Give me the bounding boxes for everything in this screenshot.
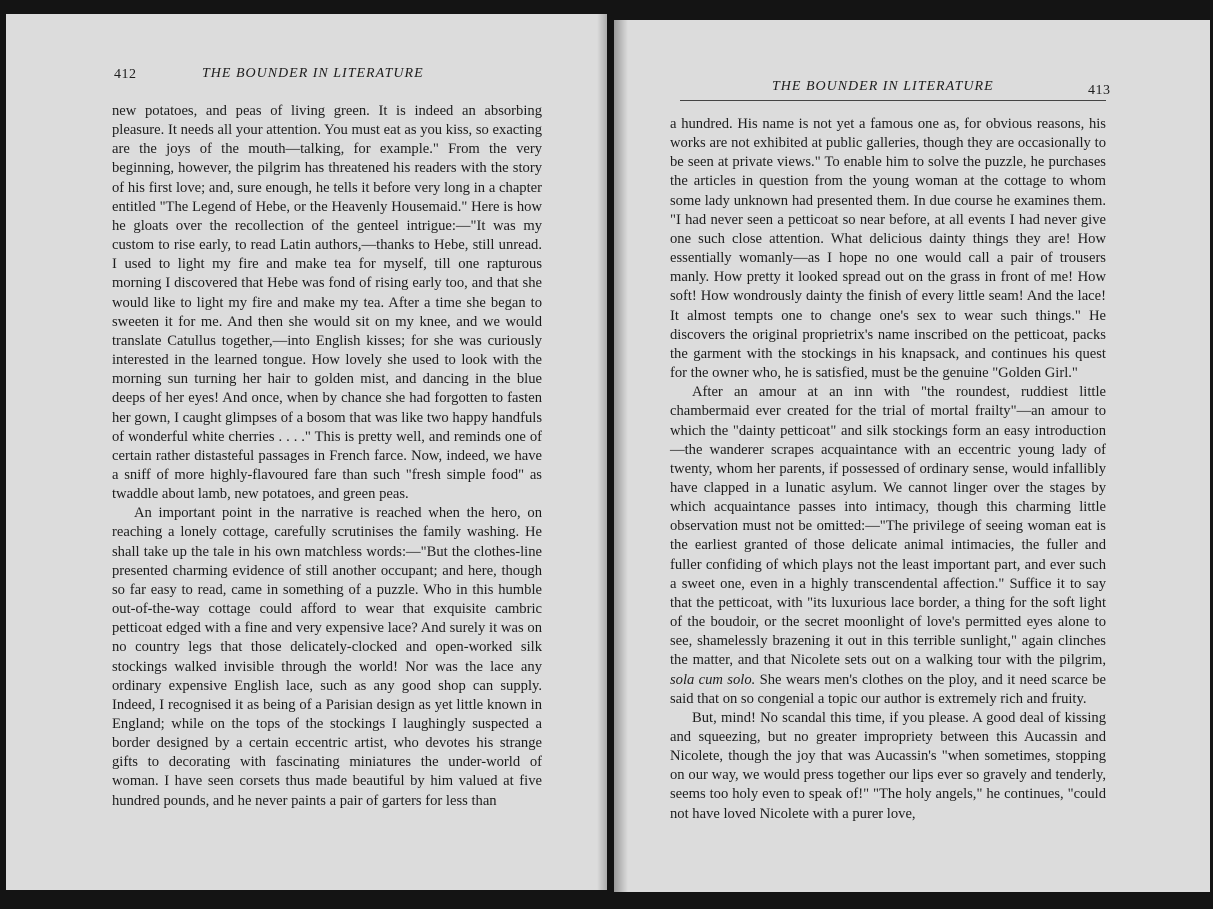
running-title: THE BOUNDER IN LITERATURE — [772, 79, 994, 94]
paragraph: new potatoes, and peas of living green. It is indeed an absorbing pleasure. It needs all your attention. You must eat as you kiss, so exacting are the joys of the mouth—talking, for example." From the very beginning, however, the pilgrim has threatened his readers with the story of his first love; and, sure enough, he tells it before very long in a chapter entitled "The Legend of Hebe, or the Heavenly Housemaid." Here is how he gloats over the recollection of the genteel intrigue:—"It was my custom to rise early, to read Latin authors,—thanks to Hebe, still unread. I used to light my fire and make tea for myself, till one rapturous morning I discovered that Hebe was fond of rising early too, and that she would like to light my fire and make my tea. After a time she began to sweeten it for me. And then she would sit on my knee, and we would translate Catullus together,—into English kisses; for she was curiously interested in the learned tongue. How lovely she used to look with the morning sun turning her hair to golden mist, and dancing in the blue deeps of her eyes! And once, when by chance she had forgotten to fasten her gown, I caught glimpses of a bosom that was like two happy handfuls of wonderful white cherries . . . ." This is pretty well, and reminds one of certain rather distasteful passages in French farce. Now, indeed, we have a sniff of more highly-flavoured fare than such "fresh simple food" as twaddle about lamb, new potatoes, and green peas. — [112, 103, 542, 503]
paragraph: a hundred. His name is not yet a famous one as, for obvious reasons, his works are not exhibited at public galleries, though they are occasionally to be seen at private views." To enable him to solve the puzzle, he purchases the articles in question from the young woman at the cottage to whom some lady unknown had presented them. In due course he examines them. "I had never seen a petticoat so near before, at all events I had never give one such close attention. What delicious dainty things they are! How essentially womanly—as I hope no one would call a pair of trousers manly. How pretty it looked spread out on the grass in front of me! How soft! How wondrously dainty the finish of every little seam! And the lace! It almost tempts one to change one's sex to wear such things." He discovers the original proprietrix's name inscribed on the petticoat, packs the garment with the stockings in his knapsack, and continues his quest for the owner who, he is satisfied, must be the genuine "Golden Girl." — [670, 116, 1106, 382]
paragraph-text: She wears men's clothes on the ploy, and it need scarce be said that on so congenial a topic our author is extremely rich and fruity. — [670, 671, 1106, 707]
paragraph: But, mind! No scandal this time, if you please. A good deal of kissing and squeezing, but no greater impropriety between this Aucassin and Nicolete, though the joy that was Aucassin's "when sometimes, stopping on our way, we would press together our lips ever so gravely and tenderly, seems too holy even to speak of!" "The holy angels," he continues, "could not have loved Nicolete with a purer love, — [670, 709, 1106, 822]
left-body-text — [112, 102, 542, 811]
header-rule — [680, 100, 1106, 101]
running-title: THE BOUNDER IN LITERATURE — [202, 66, 424, 81]
gutter-shadow — [597, 14, 607, 890]
gutter-shadow — [614, 20, 628, 892]
right-body-text — [670, 115, 1106, 824]
right-page — [614, 20, 1210, 892]
paragraph-text: After an amour at an inn with "the roundest, ruddiest little chambermaid ever created for the trial of mortal frailty"—an amour to which the "dainty petticoat" and silk stockings form an easy introduction—the wanderer scrapes acquaintance with an eccentric young lady of twenty, whom her parents, if possessed of ordinary sense, would infallibly have clapped in a lunatic asylum. We cannot linger over the stages by which acquaintance passes into intimacy, though this charming little observation must not be omitted:—"The privilege of seeing woman eat is the earliest granted of those delicate animal intimacies, the fuller and fuller confiding of which plays not the least important part, and ever such a sweet one, even in a highly transcendental affection." Suffice it to say that the petticoat, with "its luxurious lace border, a thing for the soft light of the boudoir, or the secret moonlight of love's permitted eyes alone to see, shamelessly brazening it out in this terrible sunlight," again clinches the matter, and that Nicolete sets out on a walking tour with the pilgrim, — [670, 384, 1106, 669]
page-number: 412 — [114, 67, 137, 82]
page-number: 413 — [1088, 83, 1111, 98]
left-page — [6, 14, 607, 890]
paragraph: An important point in the narrative is reached when the hero, on reaching a lonely cottage, carefully scrutinises the family washing. He shall take up the tale in his own matchless words:—"But the clothes-line presented charming evidence of still another occupant; and here, though so far easy to read, came in something of a puzzle. Who in this humble out-of-the-way cottage could afford to wear that exquisite cambric petticoat edged with a fine and very expensive lace? And surely it was on no country legs that those delicately-clocked and open-worked silk stockings walked invisible through the world! Nor was the lace any ordinary expensive English lace, such as any good shop can supply. Indeed, I recognised it as being of a Parisian design as yet little known in England; while on the tops of the stockings I laughingly suspected a border designed by a certain eccentric artist, who devotes his strange gifts to decorating with fascinating miniatures the under-world of woman. I have seen corsets thus made beautiful by him valued at five hundred pounds, and he never paints a pair of garters for less than — [112, 505, 542, 809]
latin-phrase: sola cum solo. — [670, 671, 756, 688]
paragraph — [670, 383, 1106, 709]
